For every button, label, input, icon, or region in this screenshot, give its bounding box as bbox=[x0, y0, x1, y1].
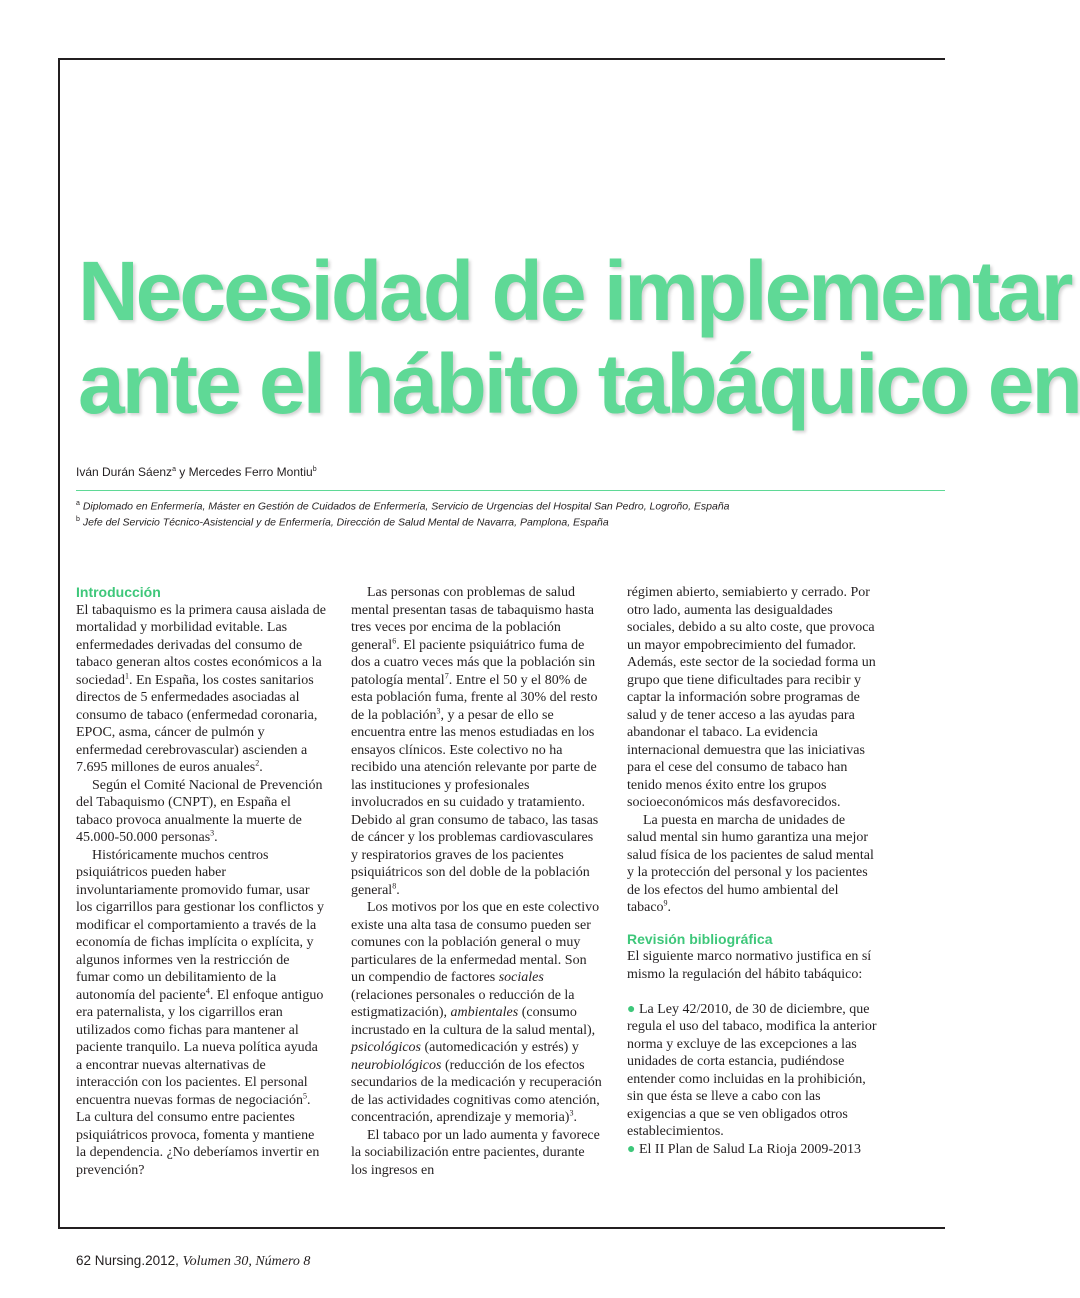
green-divider bbox=[76, 490, 945, 491]
affiliation-b-text: Jefe del Servicio Técnico-Asistencial y de Enfermería, Dirección de Salud Mental de Navarra, Pamplona, España bbox=[82, 516, 609, 529]
text-column-2 bbox=[351, 584, 603, 1179]
affiliation-b-mark: b bbox=[76, 516, 80, 523]
bullet-text: El II Plan de Salud La Rioja 2009-2013 bbox=[638, 1141, 861, 1157]
affiliation-b bbox=[76, 516, 609, 529]
citation-ref: 3 bbox=[210, 828, 215, 838]
author-1-mark: a bbox=[172, 466, 176, 473]
paragraph-text: (consumo incrustado en la cultura de la salud mental), bbox=[351, 1005, 596, 1038]
paragraph-text: , y a pesar de ello se encuentra entre las menos estudiadas en los ensayos clínicos. Este colectivo no ha recibido una atención relevante por parte de las instituciones y profesionales involucrados en su cuidado y tratamiento. Debido al gran consumo de tabaco, las tasas de cáncer y los problemas cardiovasculares y respiratorios graves de los pacientes psiquiátricos son del doble de la población general bbox=[351, 707, 599, 898]
paragraph-text: (reducción de los efectos secundarios de la medicación y recuperación de las actividades cognitivas como atención, concentración, aprendizaje y memoria) bbox=[351, 1057, 602, 1125]
italic-term: sociales bbox=[498, 970, 544, 985]
bullet-text: La Ley 42/2010, de 30 de diciembre, que regula el uso del tabaco, modifica la anterior norma y excluye de las excepciones a las unidades de corta estancia, pudiéndose entender como incluidas en la prohibición, sin que ésta se lleve a cabo con las exigencias a que se ven obligados otros establecimientos. bbox=[627, 1001, 877, 1139]
paragraph-text: . El paciente psiquiátrico fuma de dos a cuatro veces más que la población sin patología mental bbox=[351, 637, 596, 688]
bullet-item bbox=[627, 1141, 877, 1159]
text-column-3 bbox=[627, 584, 877, 1158]
affiliation-a-text: Diplomado en Enfermería, Máster en Gestión de Cuidados de Enfermería, Servicio de Urgencias del Hospital San Pedro, Logroño, España bbox=[82, 500, 730, 513]
bullet-dot-icon: ● bbox=[627, 1141, 636, 1157]
citation-ref: 3 bbox=[569, 1108, 574, 1118]
italic-term: psicológicos bbox=[351, 1040, 421, 1055]
paragraph: El tabaco por un lado aumenta y favorece la sociabilización entre pacientes, durante los ingresos en bbox=[351, 1127, 600, 1178]
paragraph: régimen abierto, semiabierto y cerrado. Por otro lado, aumenta las desigualdades sociales, debido a su alto coste, que provoca un mayor empobrecimiento del fumador. Además, este sector de la sociedad forma un grupo que tiene dificultades para recibir y captar la información sobre programas de salud y de tener acceso a las ayudas para abandonar el tabaco. La evidencia internacional demuestra que las iniciativas para el cese del consumo de tabaco han tenido menos éxito entre los grupos socioeconómicos más desfavorecidos. bbox=[627, 585, 876, 810]
bullet-item bbox=[627, 1001, 877, 1141]
section-heading-introduccion: Introducción bbox=[76, 584, 161, 600]
frame-left-rule bbox=[58, 58, 60, 1228]
journal-name: Nursing.2012, bbox=[94, 1253, 179, 1268]
citation-ref: 3 bbox=[436, 705, 441, 715]
volume-issue: Volumen 30, Número 8 bbox=[182, 1254, 311, 1269]
author-2: Mercedes Ferro Montiu bbox=[188, 465, 313, 479]
citation-ref: 1 bbox=[124, 670, 129, 680]
title-line-2: ante el hábito tabáquico en bbox=[78, 337, 1080, 431]
paragraph: Las personas con problemas de salud mental presentan tasas de tabaquismo hasta tres veces por encima de la población general$^6$. El paciente psiquiátrico fuma de dos a cuatro veces más que la población sin patología mental$^7$. Entre el 50 y el 80% de esta población fuma, frente al 30% del resto de la población$^3$, y a pesar de ello se encuentra entre las menos estudiadas en los ensayos clínicos. Este colectivo no ha recibido una atención relevante por parte de las instituciones y profesionales involucrados en su cuidado y tratamiento. Debido al gran consumo de tabaco, las tasas de cáncer y los problemas cardiovasculares y respiratorios graves de los pacientes psiquiátricos son del doble de la población general$^8$. bbox=[351, 585, 599, 898]
author-connector: y bbox=[175, 465, 189, 479]
citation-ref: 8 bbox=[392, 880, 397, 890]
page-footer bbox=[76, 1253, 310, 1270]
paragraph: El tabaquismo es la primera causa aislada de mortalidad y morbilidad evitable. Las enfermedades derivadas del consumo de tabaco generan altos costes económicos a la sociedad$^1$. En España, los costes sanitarios directos de 5 enfermedades asociadas al consumo de tabaco (enfermedad coronaria, EPOC, asma, cáncer de pulmón y enfermedad cerebrovascular) ascienden a 7.695 millones de euros anuales$^2$. bbox=[76, 602, 326, 775]
article-title bbox=[78, 244, 1080, 431]
paragraph-text: (relaciones personales o reducción de la estigmatización), bbox=[351, 987, 575, 1020]
paragraph-text: El tabaquismo es la primera causa aislada de mortalidad y morbilidad evitable. Las enfermedades derivadas del consumo de tabaco generan altos costes económicos a la sociedad bbox=[76, 602, 326, 688]
paragraph-text: . El enfoque antiguo era paternalista, y los cigarrillos eran utilizados como fichas para mantener al paciente tranquilo. La nueva política ayuda a encontrar nuevas alternativas de interacción con los pacientes. El personal encuentra nuevas formas de negociación bbox=[76, 987, 324, 1108]
paragraph-text: Según el Comité Nacional de Prevención del Tabaquismo (CNPT), en España el tabaco provoca anualmente la muerte de 45.000-50.000 personas bbox=[76, 777, 323, 845]
paragraph-text: La puesta en marcha de unidades de salud mental sin humo garantiza una mejor salud física de los pacientes de salud mental y la protección del personal y los pacientes de los efectos del humo ambiental del tabaco bbox=[627, 812, 874, 915]
paragraph: El siguiente marco normativo justifica en sí mismo la regulación del hábito tabáquico: bbox=[627, 949, 872, 982]
paragraph-text: . La cultura del consumo entre pacientes psiquiátricos provoca, fomenta y mantiene la dependencia. ¿No deberíamos invertir en prevención? bbox=[76, 1092, 320, 1178]
citation-ref: 4 bbox=[205, 985, 210, 995]
paragraph: Los motivos por los que en este colectivo existe una alta tasa de consumo pueden ser comunes con la población general o muy particulares de la enfermedad mental. Son un compendio de factores sociales (relaciones personales o reducción de la estigmatización), ambientales (consumo incrustado en la cultura de la salud mental), psicológicos (automedicación y estrés) y neurobiológicos (reducción de los efectos secundarios de la medicación y recuperación de las actividades cognitivas como atención, concentración, aprendizaje y memoria)$^3$. bbox=[351, 900, 602, 1125]
citation-ref: 5 bbox=[303, 1090, 308, 1100]
citation-ref: 7 bbox=[444, 670, 449, 680]
paragraph-text: (automedicación y estrés) y bbox=[421, 1040, 579, 1055]
author-line bbox=[76, 465, 317, 479]
affiliation-a-mark: a bbox=[76, 500, 80, 507]
page-number: 62 bbox=[76, 1253, 92, 1268]
italic-term: ambientales bbox=[450, 1005, 519, 1020]
paragraph-text: . Entre el 50 y el 80% de esta población fuma, frente al 30% del resto de la población bbox=[351, 672, 598, 723]
text-column-1 bbox=[76, 584, 326, 1179]
frame-bottom-rule bbox=[58, 1227, 945, 1229]
paragraph-text: Las personas con problemas de salud mental presentan tasas de tabaquismo hasta tres veces por encima de la población general bbox=[351, 585, 594, 653]
paragraph: La puesta en marcha de unidades de salud mental sin humo garantiza una mejor salud física de los pacientes de salud mental y la protección del personal y los pacientes de los efectos del humo ambiental del tabaco$^9$. bbox=[627, 812, 874, 915]
paragraph bbox=[76, 847, 326, 1180]
citation-ref: 6 bbox=[392, 635, 397, 645]
author-2-mark: b bbox=[312, 466, 317, 473]
section-heading-revision: Revisión bibliográfica bbox=[627, 930, 773, 947]
author-1: Iván Durán Sáenz bbox=[76, 465, 173, 479]
title-line-1: Necesidad de implementar bbox=[78, 244, 1071, 338]
affiliation-a bbox=[76, 500, 730, 513]
paragraph-text: Los motivos por los que en este colectivo existe una alta tasa de consumo pueden ser comunes con la población general o muy particulares de la enfermedad mental. Son un compendio de factores bbox=[351, 900, 600, 985]
paragraph: Según el Comité Nacional de Prevención del Tabaquismo (CNPT), en España el tabaco provoca anualmente la muerte de 45.000-50.000 personas$^3$. bbox=[76, 777, 323, 845]
frame-top-rule bbox=[58, 58, 945, 60]
citation-ref: 9 bbox=[663, 898, 668, 908]
citation-ref: 2 bbox=[255, 758, 260, 768]
italic-term: neurobiológicos bbox=[351, 1057, 442, 1073]
bullet-dot-icon: ● bbox=[627, 1001, 636, 1017]
paragraph-text: . En España, los costes sanitarios directos de 5 enfermedades asociadas al consumo de tabaco (enfermedad coronaria, EPOC, asma, cáncer de pulmón y enfermedad cerebrovascular) ascienden a 7.695 millones de euros anuales bbox=[76, 672, 318, 775]
paragraph-text: Históricamente muchos centros psiquiátricos pueden haber involuntariamente promovido fumar, usar los cigarrillos para gestionar los conflictos y modificar el comportamiento a través de la economía de fichas implícita o explícita, y algunos informes ven la restricción de fumar como un debilitamiento de la autonomía del paciente bbox=[76, 847, 325, 1003]
